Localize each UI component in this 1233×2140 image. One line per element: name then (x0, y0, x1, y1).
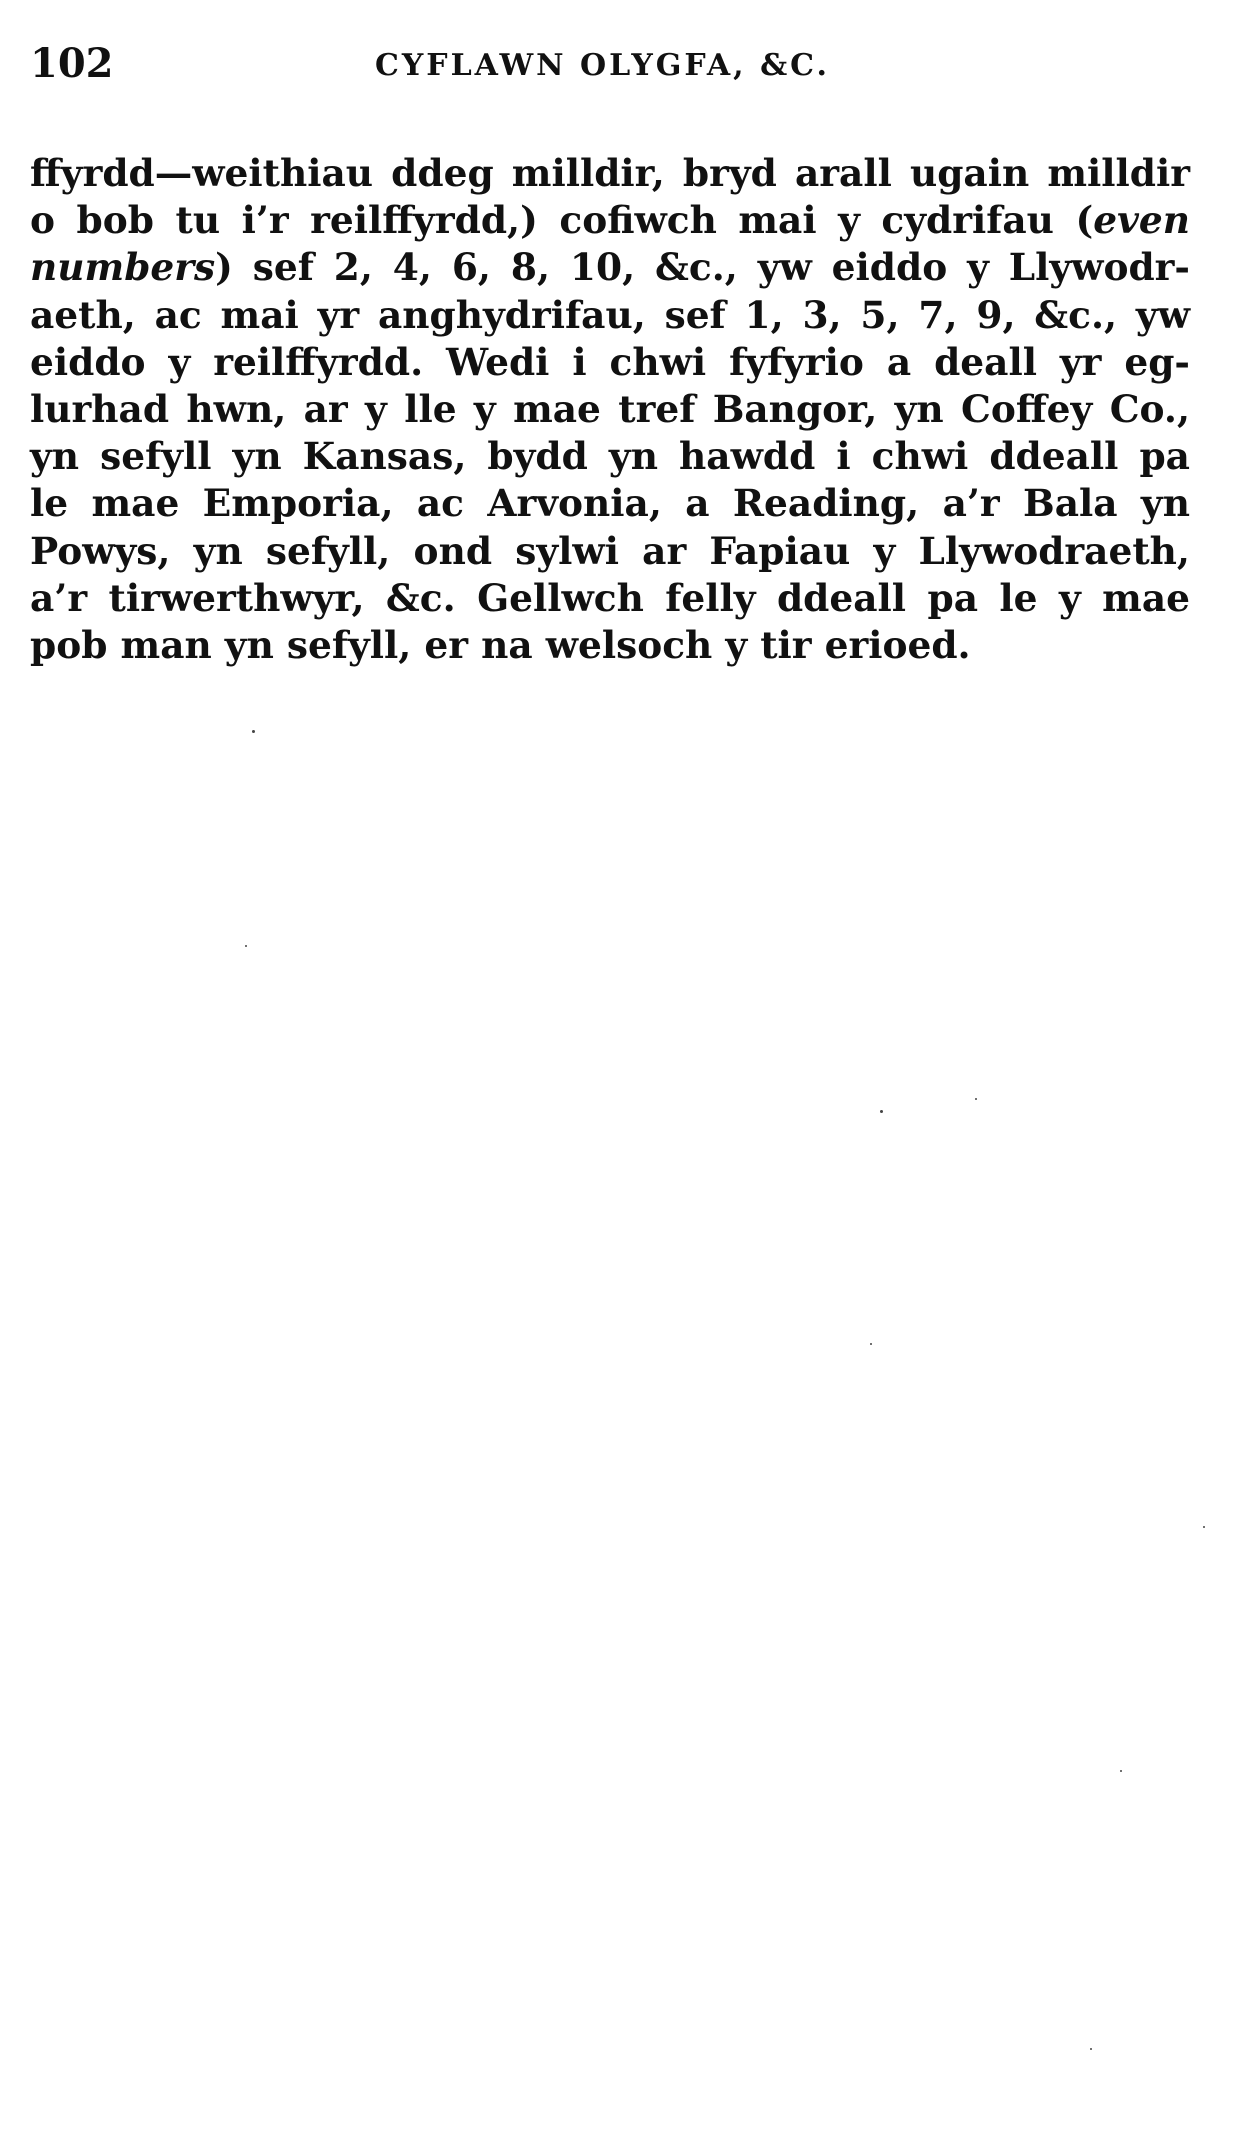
scan-speck (252, 730, 255, 733)
italic-phrase: numbers (30, 245, 216, 290)
text-line: a’r tirwerthwyr, &c. Gellwch felly ddeall pa le y mae (30, 575, 1190, 620)
scan-speck (1120, 1770, 1122, 1772)
scan-speck (245, 945, 247, 947)
italic-phrase: even (1093, 198, 1190, 243)
scan-speck (880, 1110, 883, 1113)
text-line: numbers) sef 2, 4, 6, 8, 10, &c., yw eiddo y Llywodr- (30, 245, 1190, 290)
text-line: pob man yn sefyll, er na welsoch y tir erioed. (30, 622, 971, 667)
text-line: le mae Emporia, ac Arvonia, a Reading, a’r Bala yn (30, 481, 1190, 526)
text-line: ffyrdd—weithiau ddeg milldir, bryd arall ugain milldir (30, 151, 1190, 195)
text-line: o bob tu i’r reilffyrdd,) cofiwch mai y cydrifau (even (30, 198, 1190, 243)
text-line: eiddo y reilffyrdd. Wedi i chwi fyfyrio a deall yr eg- (30, 339, 1190, 384)
text-line: lurhad hwn, ar y lle y mae tref Bangor, yn Coffey Co., (30, 386, 1190, 431)
scan-speck (1203, 1526, 1205, 1528)
page-header (30, 40, 1190, 100)
text-line: yn sefyll yn Kansas, bydd yn hawdd i chwi ddeall pa (30, 434, 1190, 479)
page-number: 102 (30, 40, 114, 87)
scan-speck (975, 1098, 977, 1100)
text-line: Powys, yn sefyll, ond sylwi ar Fapiau y Llywodraeth, (30, 528, 1190, 573)
scan-speck (1090, 2048, 1092, 2050)
scan-speck (870, 1343, 872, 1345)
text-line: aeth, ac mai yr anghydrifau, sef 1, 3, 5, 7, 9, &c., yw (30, 292, 1190, 337)
body-text (30, 150, 1190, 669)
running-head: CYFLAWN OLYGFA, &C. (375, 48, 830, 83)
